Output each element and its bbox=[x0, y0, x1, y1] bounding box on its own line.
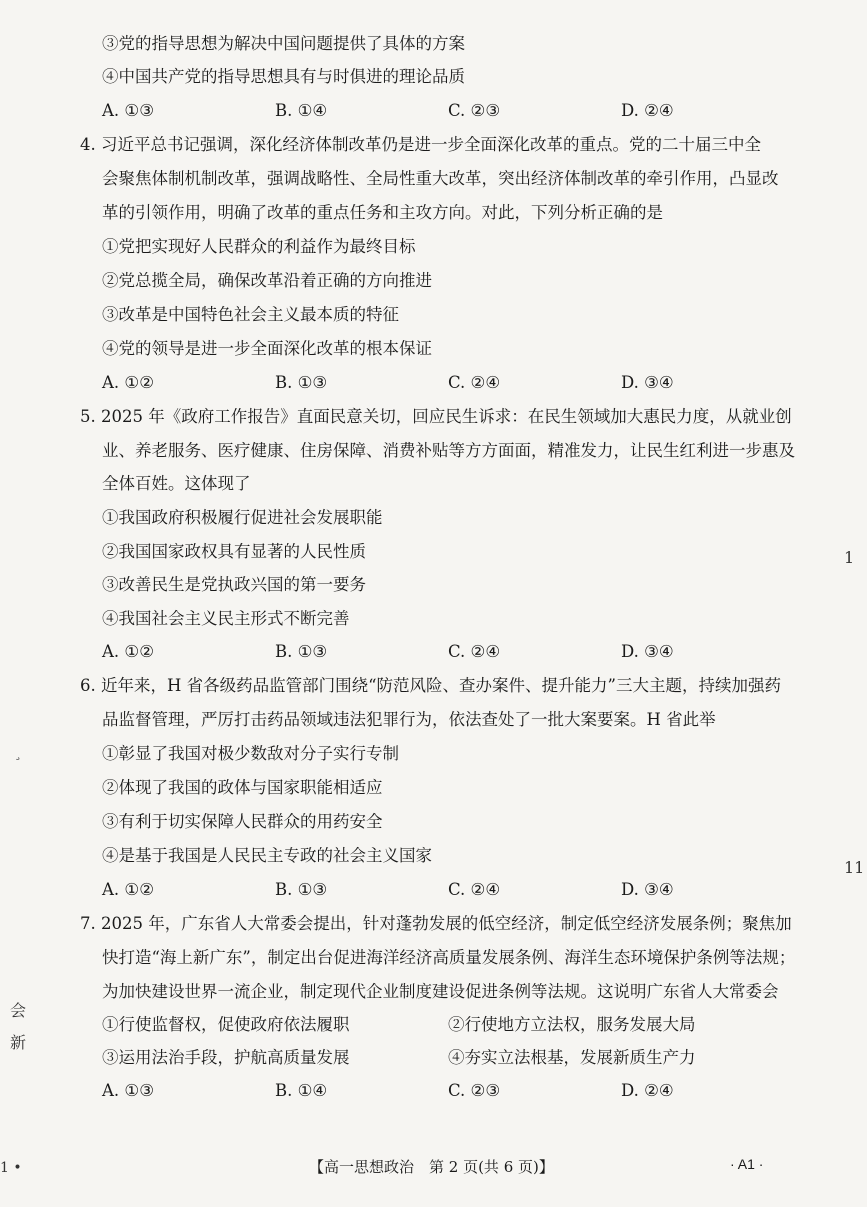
margin-page-mark: 1 • bbox=[0, 1160, 22, 1176]
q7-stem-line2: 快打造“海上新广东”，制定出台促进海洋经济高质量发展条例、海洋生态环境保护条例等法规； bbox=[102, 948, 796, 967]
q5-stem-line1: 5. 2025 年《政府工作报告》直面民意关切，回应民生诉求：在民生领域加大惠民力度，从就业创 bbox=[80, 407, 792, 426]
option-a: A. ①② bbox=[102, 642, 154, 661]
option-b: B. ①③ bbox=[275, 880, 328, 899]
q4-item-2: ②党总揽全局，确保改革沿着正确的方向推进 bbox=[102, 271, 432, 290]
q7-stem-line3: 为加快建设世界一流企业，制定现代企业制度建设促进条例等法规。这说明广东省人大常委会 bbox=[102, 982, 779, 1001]
margin-char: 新 bbox=[10, 1033, 27, 1052]
q5-item-2: ②我国国家政权具有显著的人民性质 bbox=[102, 542, 366, 561]
q6-options bbox=[102, 879, 802, 901]
option-c: C. ②④ bbox=[448, 880, 501, 899]
q4-stem-line1: 4. 习近平总书记强调，深化经济体制改革仍是进一步全面深化改革的重点。党的二十届三中全 bbox=[80, 135, 761, 154]
footer-page-info: 【高一思想政治 第 2 页(共 6 页)】 bbox=[309, 1158, 554, 1176]
q4-item-1: ①党把实现好人民群众的利益作为最终目标 bbox=[102, 237, 416, 256]
option-d: D. ③④ bbox=[621, 373, 674, 392]
option-b: B. ①③ bbox=[275, 642, 328, 661]
q6-item-1: ①彰显了我国对极少数敌对分子实行专制 bbox=[102, 744, 399, 763]
q6-stem-line1: 6. 近年来，H 省各级药品监管部门围绕“防范风险、查办案件、提升能力”三大主题，持续加强药 bbox=[80, 676, 781, 695]
q6-item-4: ④是基于我国是人民民主专政的社会主义国家 bbox=[102, 846, 432, 865]
option-a: A. ①② bbox=[102, 373, 154, 392]
q4-stem-line2: 会聚焦体制机制改革，强调战略性、全局性重大改革，突出经济体制改革的牵引作用，凸显改 bbox=[102, 169, 779, 188]
q7-item-4: ④夯实立法根基，发展新质生产力 bbox=[448, 1048, 696, 1067]
margin-number: 1 bbox=[844, 548, 855, 567]
option-a: A. ①③ bbox=[102, 101, 154, 120]
margin-char: 会 bbox=[10, 1001, 27, 1020]
q4-item-4: ④党的领导是进一步全面深化改革的根本保证 bbox=[102, 339, 432, 358]
option-c: C. ②④ bbox=[448, 642, 501, 661]
q7-stem-line1: 7. 2025 年，广东省人大常委会提出，针对蓬勃发展的低空经济，制定低空经济发展条例；聚焦加 bbox=[80, 914, 792, 933]
q7-options bbox=[102, 1080, 802, 1102]
q5-stem-line3: 全体百姓。这体现了 bbox=[102, 474, 251, 493]
q7-item-2: ②行使地方立法权，服务发展大局 bbox=[448, 1015, 696, 1034]
margin-number: 11 bbox=[844, 858, 865, 877]
option-d: D. ③④ bbox=[621, 642, 674, 661]
option-a: A. ①③ bbox=[102, 1081, 154, 1100]
q5-item-4: ④我国社会主义民主形式不断完善 bbox=[102, 609, 350, 628]
q3-options bbox=[102, 100, 802, 122]
q6-stem-line2: 品监督管理，严厉打击药品领域违法犯罪行为，依法查处了一批大案要案。H 省此举 bbox=[102, 710, 716, 729]
q5-options bbox=[102, 641, 802, 663]
page-footer bbox=[0, 1156, 867, 1180]
option-c: C. ②④ bbox=[448, 373, 501, 392]
option-d: D. ②④ bbox=[621, 1081, 674, 1100]
footer-code: · A1 · bbox=[730, 1156, 764, 1172]
option-c: C. ②③ bbox=[448, 101, 501, 120]
q6-item-3: ③有利于切实保障人民群众的用药安全 bbox=[102, 812, 383, 831]
q6-item-2: ②体现了我国的政体与国家职能相适应 bbox=[102, 778, 383, 797]
option-a: A. ①② bbox=[102, 880, 154, 899]
option-b: B. ①④ bbox=[275, 101, 328, 120]
q3-item-4: ④中国共产党的指导思想具有与时俱进的理论品质 bbox=[102, 67, 465, 86]
q3-item-3: ③党的指导思想为解决中国问题提供了具体的方案 bbox=[102, 34, 465, 53]
q4-stem-line3: 革的引领作用，明确了改革的重点任务和主攻方向。对此，下列分析正确的是 bbox=[102, 203, 663, 222]
q5-item-3: ③改善民生是党执政兴国的第一要务 bbox=[102, 575, 366, 594]
option-b: B. ①③ bbox=[275, 373, 328, 392]
option-d: D. ③④ bbox=[621, 880, 674, 899]
option-d: D. ②④ bbox=[621, 101, 674, 120]
option-c: C. ②③ bbox=[448, 1081, 501, 1100]
margin-mark: ¸ bbox=[14, 742, 22, 761]
q5-item-1: ①我国政府积极履行促进社会发展职能 bbox=[102, 508, 383, 527]
q7-item-3: ③运用法治手段，护航高质量发展 bbox=[102, 1048, 350, 1067]
q4-options bbox=[102, 372, 802, 394]
option-b: B. ①④ bbox=[275, 1081, 328, 1100]
q5-stem-line2: 业、养老服务、医疗健康、住房保障、消费补贴等方方面面，精准发力，让民生红利进一步惠及 bbox=[102, 441, 795, 460]
q4-item-3: ③改革是中国特色社会主义最本质的特征 bbox=[102, 305, 399, 324]
q7-item-1: ①行使监督权，促使政府依法履职 bbox=[102, 1015, 350, 1034]
